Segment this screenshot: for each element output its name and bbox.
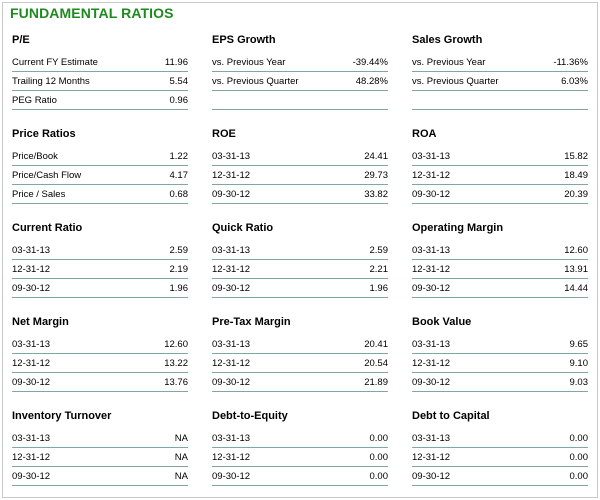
section-price-ratios — [12, 127, 188, 204]
ratio-row — [12, 373, 188, 392]
row-label: 09-30-12 — [212, 189, 251, 200]
row-value: 18.49 — [564, 170, 588, 181]
row-label: 12-31-12 — [212, 264, 251, 275]
row-value: NA — [174, 471, 188, 482]
section-title: Pre-Tax Margin — [212, 316, 291, 328]
row-label: Price / Sales — [12, 189, 66, 200]
ratio-row — [412, 147, 588, 166]
row-label: 12-31-12 — [412, 264, 451, 275]
row-value: 2.19 — [169, 264, 188, 275]
row-value: 14.44 — [564, 283, 588, 294]
row-label: 12-31-12 — [212, 358, 251, 369]
row-label: 03-31-13 — [412, 151, 451, 162]
row-label: 03-31-13 — [12, 433, 51, 444]
ratio-row — [12, 354, 188, 373]
row-value: 1.96 — [369, 283, 388, 294]
section-title: Current Ratio — [12, 222, 83, 234]
ratio-row — [412, 166, 588, 185]
ratio-row — [412, 448, 588, 467]
row-label: 09-30-12 — [12, 377, 51, 388]
row-value: 4.17 — [169, 170, 188, 181]
ratio-row — [12, 448, 188, 467]
ratio-row — [212, 72, 388, 91]
section-net-margin — [12, 315, 188, 392]
ratio-row — [412, 429, 588, 448]
ratio-row — [412, 373, 588, 392]
row-value: 0.00 — [369, 452, 388, 463]
row-label: 12-31-12 — [212, 452, 251, 463]
row-value: -39.44% — [352, 57, 388, 68]
row-label: 12-31-12 — [12, 358, 51, 369]
section-eps-growth — [212, 33, 388, 110]
section-title: Debt to Capital — [412, 410, 490, 422]
row-value: 13.91 — [564, 264, 588, 275]
row-value: 1.22 — [169, 151, 188, 162]
ratio-row — [212, 166, 388, 185]
row-value: 20.41 — [364, 339, 388, 350]
section-title: Debt-to-Equity — [212, 410, 288, 422]
ratio-row — [12, 185, 188, 204]
section-roa — [412, 127, 588, 204]
section-title: Book Value — [412, 316, 472, 328]
ratio-row — [12, 335, 188, 354]
row-label: 09-30-12 — [412, 377, 451, 388]
ratio-row — [12, 147, 188, 166]
row-value: 0.00 — [569, 471, 588, 482]
row-value: 24.41 — [364, 151, 388, 162]
row-label: Current FY Estimate — [12, 57, 98, 68]
ratio-row — [412, 279, 588, 298]
row-value: 12.60 — [564, 245, 588, 256]
section-sales-growth — [412, 33, 588, 110]
section-title: Quick Ratio — [212, 222, 274, 234]
row-label: 03-31-13 — [412, 245, 451, 256]
row-value: 0.96 — [169, 95, 188, 106]
row-value: 20.54 — [364, 358, 388, 369]
row-label: vs. Previous Year — [412, 57, 486, 68]
ratio-row — [412, 72, 588, 91]
ratio-row — [212, 147, 388, 166]
section-quick-ratio — [212, 221, 388, 298]
row-value: 5.54 — [169, 76, 188, 87]
ratio-row — [212, 53, 388, 72]
row-value: 0.00 — [369, 433, 388, 444]
ratio-row — [412, 53, 588, 72]
ratio-row — [412, 354, 588, 373]
ratio-row — [412, 185, 588, 204]
row-label: 03-31-13 — [212, 339, 251, 350]
row-value: 0.00 — [569, 452, 588, 463]
ratio-row — [12, 91, 188, 110]
row-label: vs. Previous Quarter — [212, 76, 299, 87]
row-value: 13.76 — [164, 377, 188, 388]
row-value: NA — [174, 433, 188, 444]
row-value: 15.82 — [564, 151, 588, 162]
section-title: ROA — [412, 128, 437, 140]
section-operating-margin — [412, 221, 588, 298]
empty-row — [212, 91, 388, 110]
row-value: 20.39 — [564, 189, 588, 200]
row-label: 12-31-12 — [12, 264, 51, 275]
section-title: EPS Growth — [212, 34, 276, 46]
row-label: 12-31-12 — [412, 358, 451, 369]
panel-title: FUNDAMENTAL RATIOS — [10, 5, 174, 21]
row-value: 2.59 — [369, 245, 388, 256]
row-value: 1.96 — [169, 283, 188, 294]
row-label: 03-31-13 — [212, 151, 251, 162]
row-value: 11.96 — [164, 57, 188, 68]
row-value: 2.59 — [169, 245, 188, 256]
row-value: NA — [174, 452, 188, 463]
ratio-row — [12, 166, 188, 185]
section-debt-to-equity — [212, 409, 388, 486]
row-label: Price/Cash Flow — [12, 170, 82, 181]
row-value: 0.00 — [569, 433, 588, 444]
ratio-row — [212, 260, 388, 279]
ratio-row — [12, 241, 188, 260]
row-value: -11.36% — [553, 57, 588, 68]
ratio-row — [412, 335, 588, 354]
empty-row — [412, 91, 588, 110]
section-title: Operating Margin — [412, 222, 504, 234]
ratio-row — [212, 354, 388, 373]
ratio-row — [212, 335, 388, 354]
row-label: 03-31-13 — [12, 245, 51, 256]
row-value: 9.10 — [569, 358, 588, 369]
row-label: 12-31-12 — [12, 452, 51, 463]
section-title: P/E — [12, 34, 30, 46]
row-label: Trailing 12 Months — [12, 76, 90, 87]
row-label: vs. Previous Quarter — [412, 76, 499, 87]
row-value: 6.03% — [561, 76, 588, 87]
ratio-row — [12, 72, 188, 91]
ratio-row — [12, 467, 188, 486]
row-label: 03-31-13 — [412, 339, 451, 350]
section-current-ratio — [12, 221, 188, 298]
row-label: 09-30-12 — [412, 471, 451, 482]
row-value: 12.60 — [164, 339, 188, 350]
ratio-row — [412, 467, 588, 486]
row-value: 0.68 — [169, 189, 188, 200]
row-label: 09-30-12 — [412, 283, 451, 294]
row-value: 13.22 — [164, 358, 188, 369]
ratio-row — [212, 448, 388, 467]
ratio-row — [212, 185, 388, 204]
row-label: 09-30-12 — [212, 283, 251, 294]
row-label: 03-31-13 — [212, 245, 251, 256]
section-debt-to-capital — [412, 409, 588, 486]
row-label: 12-31-12 — [212, 170, 251, 181]
row-label: 09-30-12 — [412, 189, 451, 200]
row-label: 09-30-12 — [12, 283, 51, 294]
row-label: 12-31-12 — [412, 452, 451, 463]
ratio-row — [12, 279, 188, 298]
section-title: Sales Growth — [412, 34, 483, 46]
row-label: PEG Ratio — [12, 95, 57, 106]
section-inventory-turnover — [12, 409, 188, 486]
section-roe — [212, 127, 388, 204]
row-label: 09-30-12 — [12, 471, 51, 482]
row-value: 21.89 — [364, 377, 388, 388]
section-pe — [12, 33, 188, 110]
row-label: vs. Previous Year — [212, 57, 286, 68]
section-title: Net Margin — [12, 316, 69, 328]
ratio-row — [412, 260, 588, 279]
row-value: 9.65 — [569, 339, 588, 350]
row-value: 29.73 — [364, 170, 388, 181]
row-label: 09-30-12 — [212, 377, 251, 388]
ratio-row — [412, 241, 588, 260]
row-label: 12-31-12 — [412, 170, 451, 181]
row-value: 9.03 — [569, 377, 588, 388]
ratio-row — [212, 429, 388, 448]
ratio-row — [212, 279, 388, 298]
row-label: 03-31-13 — [12, 339, 51, 350]
row-label: 09-30-12 — [212, 471, 251, 482]
ratio-row — [212, 373, 388, 392]
section-pre-tax-margin — [212, 315, 388, 392]
ratio-row — [212, 241, 388, 260]
section-title: Inventory Turnover — [12, 410, 112, 422]
ratio-row — [12, 429, 188, 448]
section-book-value — [412, 315, 588, 392]
row-value: 48.28% — [355, 76, 388, 87]
section-title: ROE — [212, 128, 236, 140]
row-value: 2.21 — [369, 264, 388, 275]
row-label: 03-31-13 — [212, 433, 251, 444]
section-title: Price Ratios — [12, 128, 76, 140]
row-label: Price/Book — [12, 151, 58, 162]
row-label: 03-31-13 — [412, 433, 451, 444]
ratio-row — [12, 53, 188, 72]
row-value: 0.00 — [369, 471, 388, 482]
row-value: 33.82 — [364, 189, 388, 200]
ratio-row — [12, 260, 188, 279]
ratio-row — [212, 467, 388, 486]
